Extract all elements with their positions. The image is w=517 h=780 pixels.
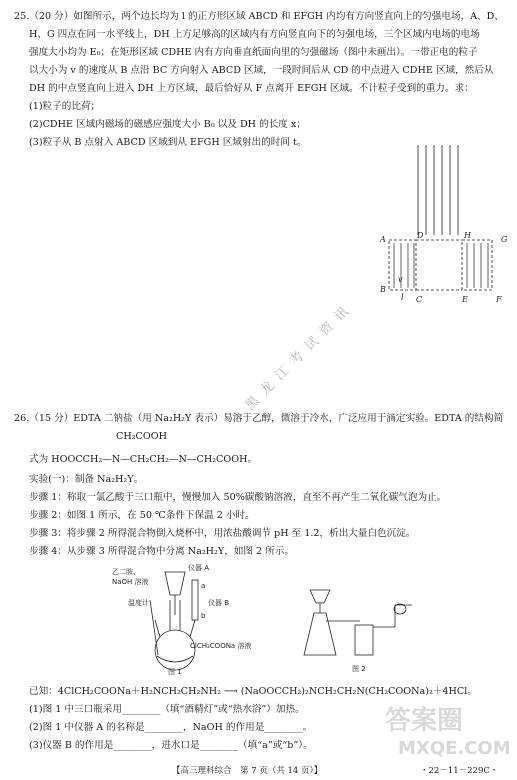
label-reagent1: 乙二胺、 — [112, 568, 140, 576]
figure-1-apparatus — [110, 560, 260, 675]
formula-top: CH₂COOH — [116, 431, 167, 442]
q25-sub3: (3)粒子从 B 点射入 ABCD 区域到从 EFGH 区域射出的时间 t。 — [29, 137, 307, 148]
figure-1-caption: 图 1 — [168, 668, 182, 675]
label-b: B — [380, 285, 386, 294]
upward-field-arrows — [394, 243, 488, 288]
figure-2-caption: 图 2 — [352, 665, 366, 673]
step3: 步骤 3：将步骤 2 所得混合物倒入烧杯中，用浓盐酸调节 pH 至 1.2，析出大量白色沉淀。 — [29, 528, 416, 539]
step4: 步骤 4：从步骤 3 所得混合物中分离 Na₂H₂Y，如图 2 所示。 — [29, 546, 294, 557]
q25-sub1: (1)粒子的比荷； — [29, 101, 101, 112]
watermark: 黑龙江考试资讯 — [242, 298, 358, 414]
q25-line1: 25.（20 分）如图所示，两个边长均为 l 的正方形区域 ABCD 和 EFGH 内均有方向竖直向上的匀强电场，A、D、 — [14, 11, 504, 22]
page-footer: 【高三理科综合 第 7 页（共 14 页）】 — [172, 766, 323, 776]
downward-field-lines — [418, 145, 458, 235]
label-thermometer: 温度计 — [128, 599, 149, 607]
safety-bottle — [355, 625, 373, 655]
label-c: C — [416, 295, 423, 304]
dropping-funnel — [165, 572, 185, 595]
label-port-b: b — [201, 612, 206, 620]
aspirator — [395, 605, 412, 627]
q26-sub3: (3)仪器 B 的作用是________，进水口是________（填“a”或“b”）。 — [29, 740, 313, 751]
label-reagent2: NaOH 溶液 — [112, 578, 149, 586]
exp-title: 实验(一)：制备 Na₂H₂Y。 — [29, 474, 144, 485]
label-f: F — [496, 295, 502, 304]
q25-line4: 以大小为 v 的速度从 B 点沿 BC 方向射入 ABCD 区域，一段时间后从 CD 的中点进入 CDHE 区域，然后从 — [29, 65, 494, 76]
label-l: l — [401, 293, 404, 302]
label-instrument-b: 仪器 B — [208, 599, 230, 607]
square-efgh — [462, 240, 492, 290]
buchner-funnel — [310, 590, 330, 603]
q25-line3: 强度大小均为 E₀；在矩形区域 CDHE 内有方向垂直纸面向里的匀强磁场（图中未画出）。一带正电的粒子 — [29, 47, 478, 58]
label-g: G — [501, 235, 508, 244]
label-e: E — [462, 295, 468, 304]
step2: 步骤 2：如图 1 所示，在 50 ℃条件下保温 2 小时。 — [29, 510, 255, 521]
q26-sub1: (1)图 1 中三口瓶采用________（填“酒精灯”或“热水浴”）加热。 — [29, 704, 305, 715]
q25-field-figure — [370, 140, 517, 310]
condenser — [192, 580, 198, 620]
page-code: ・22－11－229C・ — [420, 766, 499, 776]
figure-2-filtration — [300, 585, 420, 675]
site-logo-url: MXQE.COM — [398, 738, 511, 759]
label-a: A — [380, 235, 386, 244]
q25-sub2: (2)CDHE 区域内磁场的磁感应强度大小 B₀ 以及 DH 的长度 x； — [29, 119, 306, 130]
label-port-a: a — [201, 582, 206, 590]
suction-flask — [304, 613, 336, 655]
step1: 步骤 1：称取一氯乙酸于三口瓶中，慢慢加入 50%碳酸钠溶液，直至不再产生二氧化碳气泡为止。 — [29, 492, 447, 503]
label-h: H — [464, 231, 471, 240]
q26-line1: 26.（15 分）EDTA 二钠盐（用 Na₂H₂Y 表示）易溶于乙醇，微溶于冷水，广泛应用于滴定实验。EDTA 的结构简 — [14, 413, 504, 424]
q26-sub2: (2)图 1 中仪器 A 的名称是________，NaOH 的作用是________。 — [29, 722, 313, 733]
label-v: v — [398, 275, 403, 284]
q25-line2: H、G 四点在同一水平线上，DH 上方足够高的区域内有方向竖直向下的匀强电场，三个区域内电场的电场 — [29, 29, 480, 40]
three-neck-flask — [155, 630, 195, 670]
label-instrument-a: 仪器 A — [188, 564, 210, 572]
site-logo: 答案圈 — [385, 706, 464, 736]
q25-line5: DH 的中点竖直向上进入 DH 上方区域，最后恰好从 F 点离开 EFGH 区域。不计粒子受到的重力。求： — [29, 83, 474, 94]
label-d: D — [417, 231, 424, 240]
label-solution: ClCH₂COONa 溶液 — [190, 642, 252, 650]
known-equation: 已知：4ClCH₂COONa＋H₂NCH₂CH₂NH₂ ⟶ (NaOOCCH₂)₂NCH₂CH₂N(CH₂COONa)₂＋4HCl。 — [29, 686, 477, 697]
formula-mid: 式为 HOOCCH₂—N—CH₂CH₂—N—CH₂COOH。 — [29, 454, 258, 465]
